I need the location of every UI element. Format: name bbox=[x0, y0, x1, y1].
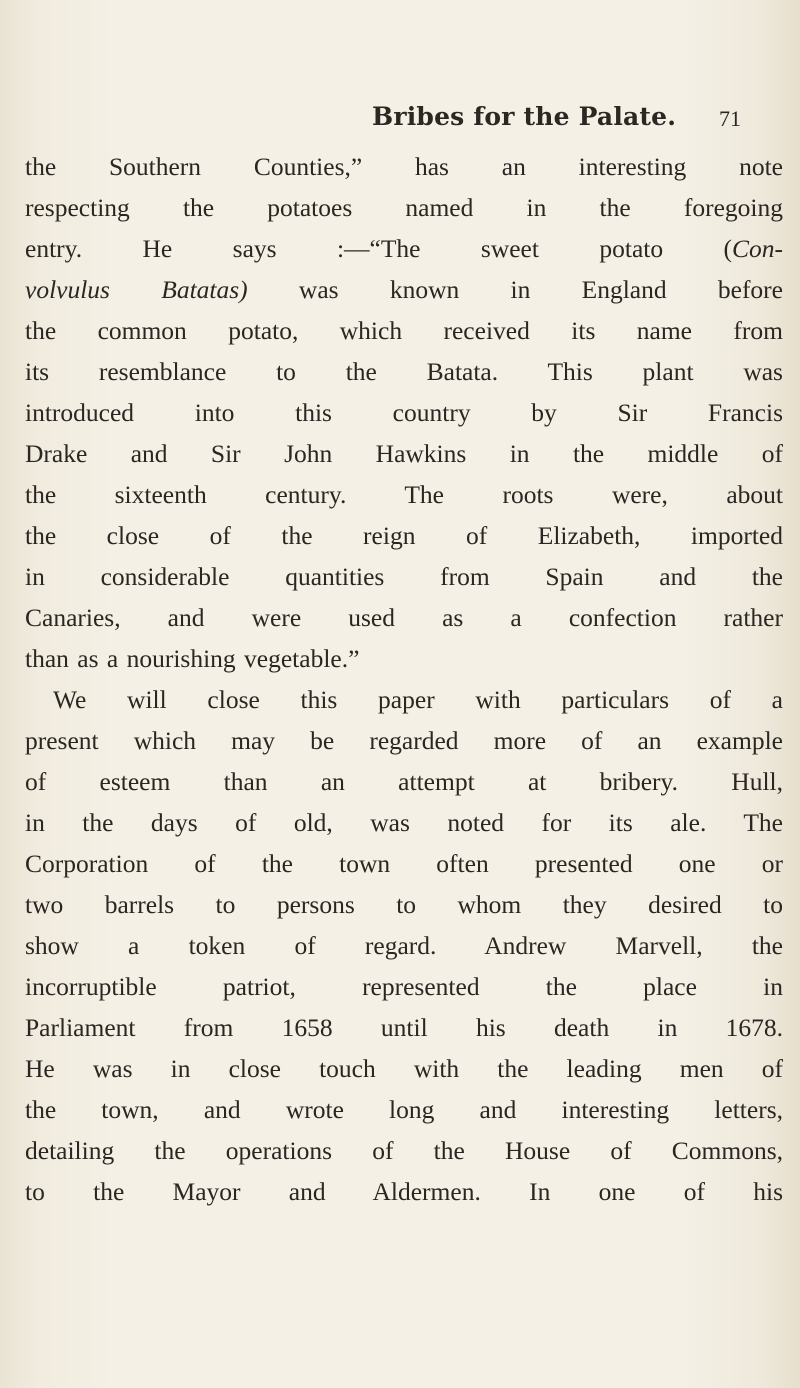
text-line: the town, and wrote long and interesting letters, bbox=[25, 1095, 783, 1124]
paragraph-start-line: We will close this paper with particulars of a bbox=[53, 685, 783, 714]
text-line: Drake and Sir John Hawkins in the middle of bbox=[25, 439, 783, 468]
text-line: the common potato, which received its name from bbox=[25, 316, 783, 345]
running-title: Bribes for the Palate. bbox=[372, 102, 677, 131]
text-line: show a token of regard. Andrew Marvell, the bbox=[25, 931, 783, 960]
text-line: Canaries, and were used as a confection rather bbox=[25, 603, 783, 632]
text-line: the Southern Counties,” has an interesting note bbox=[25, 152, 783, 181]
text-line: Corporation of the town often presented one or bbox=[25, 849, 783, 878]
text-line: Parliament from 1658 until his death in 1678. bbox=[25, 1013, 783, 1042]
text-line: of esteem than an attempt at bribery. Hull, bbox=[25, 767, 783, 796]
text-line: the sixteenth century. The roots were, about bbox=[25, 480, 783, 509]
text-line: respecting the potatoes named in the foregoing bbox=[25, 193, 783, 222]
text-line: entry. He says :—“The sweet potato (Con- bbox=[25, 234, 783, 263]
body-text bbox=[25, 146, 783, 1212]
text-line: two barrels to persons to whom they desired to bbox=[25, 890, 783, 919]
paragraph-end-line: than as a nourishing vegetable.” bbox=[25, 644, 360, 673]
text-line: its resemblance to the Batata. This plant was bbox=[25, 357, 783, 386]
text-line: the close of the reign of Elizabeth, imported bbox=[25, 521, 783, 550]
text-line: He was in close touch with the leading men of bbox=[25, 1054, 783, 1083]
text-line: incorruptible patriot, represented the place in bbox=[25, 972, 783, 1001]
text-line: volvulus Batatas) was known in England before bbox=[25, 275, 783, 304]
page-header bbox=[0, 102, 800, 142]
text-line: detailing the operations of the House of Commons, bbox=[25, 1136, 783, 1165]
text-line: to the Mayor and Aldermen. In one of his bbox=[25, 1177, 783, 1206]
page-number: 71 bbox=[719, 106, 741, 131]
text-line: present which may be regarded more of an example bbox=[25, 726, 783, 755]
text-line: introduced into this country by Sir Francis bbox=[25, 398, 783, 427]
text-line: in the days of old, was noted for its ale. The bbox=[25, 808, 783, 837]
text-line: in considerable quantities from Spain and the bbox=[25, 562, 783, 591]
